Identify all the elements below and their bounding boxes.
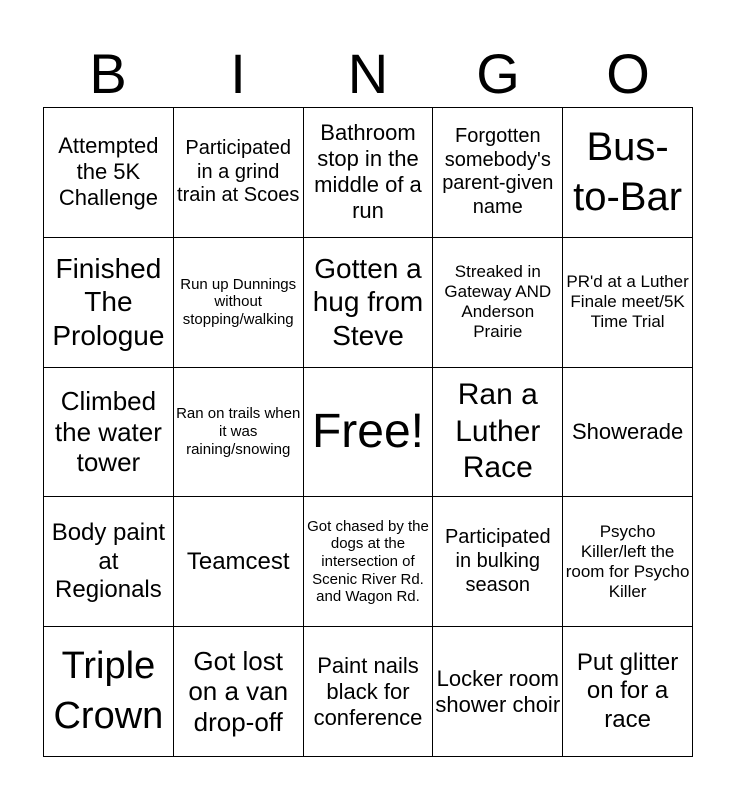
cell-text: Got lost on a van drop-off [188,645,289,737]
cell-text: Showerade [571,419,684,445]
cell-text: Free! [311,404,424,458]
bingo-cell[interactable] [563,368,693,498]
bingo-cell[interactable] [174,627,304,757]
cell-text: Body paint at Regionals [51,519,166,603]
cell-text: Put glitter on for a race [576,649,679,733]
cell-text: Ran on trails when it was raining/snowing [176,405,301,458]
header-letter-i: I [230,42,246,105]
cell-text: Gotten a hug from Steve [312,252,424,351]
bingo-cell[interactable] [563,108,693,238]
cell-text: Got chased by the dogs at the intersection of Scenic River Rd. and Wagon Rd. [307,517,429,606]
cell-text: Bus-to-Bar [573,125,683,220]
bingo-cell[interactable] [304,108,434,238]
bingo-cell[interactable] [433,627,563,757]
bingo-cell[interactable] [304,238,434,368]
cell-text: Participated in a grind train at Scoes [177,137,300,207]
bingo-cell[interactable] [563,497,693,627]
header-letter-b: B [89,42,127,105]
header-letter-n: N [347,42,389,105]
cell-text: Run up Dunnings without stopping/walking [180,275,297,329]
bingo-cell[interactable] [174,108,304,238]
cell-text: Triple Crown [53,645,164,737]
bingo-cell[interactable] [433,368,563,498]
cell-text: PR'd at a Luther Finale meet/5K Time Trial [566,272,689,332]
cell-text: Forgotten somebody's parent-given name [442,125,554,218]
bingo-cell[interactable] [44,368,174,498]
bingo-header [43,40,693,108]
cell-text: Paint nails black for conference [313,652,423,730]
bingo-cell[interactable] [433,497,563,627]
bingo-cell[interactable] [44,497,174,627]
cell-text: Bathroom stop in the middle of a run [314,120,422,224]
cell-text: Streaked in Gateway AND Anderson Prairie [444,262,552,342]
bingo-cell[interactable] [174,368,304,498]
bingo-cell[interactable] [44,238,174,368]
cell-text: Attempted the 5K Challenge [58,133,159,211]
bingo-cell[interactable] [304,497,434,627]
cell-text: Locker room shower choir [435,665,561,717]
bingo-cell[interactable] [44,627,174,757]
bingo-cell[interactable] [563,627,693,757]
bingo-cell[interactable] [563,238,693,368]
header-letter-o: O [606,42,650,105]
cell-text: Climbed the water tower [54,385,162,478]
cell-text: Psycho Killer/left the room for Psycho Killer [565,521,690,601]
cell-text: Participated in bulking season [444,526,551,596]
cell-text: Teamcest [186,547,290,575]
header-letter-g: G [476,42,520,105]
bingo-cell[interactable] [433,238,563,368]
cell-text: Ran a Luther Race [455,378,541,485]
bingo-cell[interactable] [304,627,434,757]
cell-text: Finished The Prologue [52,252,165,351]
bingo-board [43,107,693,757]
bingo-cell free-space[interactable] [304,368,434,498]
bingo-cell[interactable] [174,497,304,627]
bingo-cell[interactable] [44,108,174,238]
bingo-cell[interactable] [433,108,563,238]
bingo-cell[interactable] [174,238,304,368]
